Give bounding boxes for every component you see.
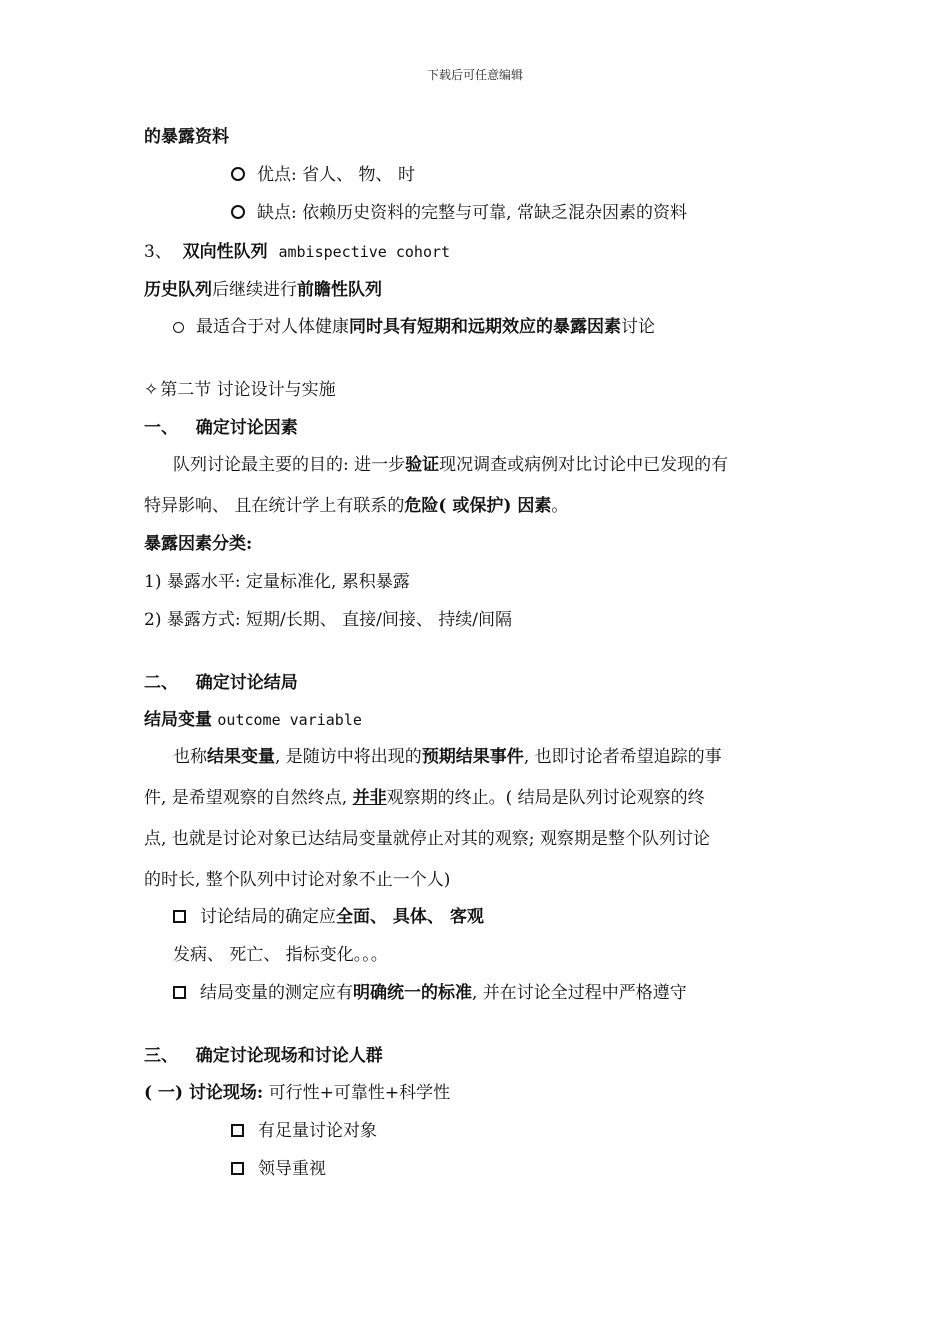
circle-bullet-icon (173, 322, 184, 333)
exposure-classification: 暴露因素分类: (144, 534, 253, 554)
outcome-examples: 发病、 死亡、 指标变化。。。 (173, 945, 388, 965)
heading-ambispective: 3、 双向性队列 ambispective cohort (144, 242, 451, 262)
para-outcome-3: 点, 也就是讨论对象已达结局变量就停止对其的观察; 观察期是整个队列讨论 (144, 829, 710, 849)
diamond-bullet-icon: ✧ (144, 380, 159, 400)
subheading-research-site: ( 一) 讨论现场: 可行性+可靠性+科学性 (144, 1083, 451, 1103)
para-purpose-1: 队列讨论最主要的目的: 进一步验证现况调查或病例对比讨论中已发现的有 (173, 455, 729, 475)
line-exposure-data: 的暴露资料 (144, 127, 229, 147)
heading-three: 三、 确定讨论现场和讨论人群 (144, 1046, 383, 1066)
circle-bullet-icon (231, 167, 245, 181)
square-bullet-icon (231, 1162, 244, 1175)
line-historical-cohort: 历史队列后继续进行前瞻性队列 (144, 280, 382, 300)
bullet-outcome-measurement: 结局变量的测定应有明确统一的标准, 并在讨论全过程中严格遵守 (173, 981, 687, 1005)
bullet-best-suited: 最适合于对人体健康同时具有短期和远期效应的暴露因素讨论 (173, 315, 655, 339)
para-outcome-2: 件, 是希望观察的自然终点, 并非观察期的终止。( 结局是队列讨论观察的终 (144, 788, 705, 808)
outcome-variable: 结局变量 outcome variable (144, 710, 362, 730)
bullet-disadvantage: 缺点: 依赖历史资料的完整与可靠, 常缺乏混杂因素的资料 (231, 201, 687, 225)
classification-item-2: 2) 暴露方式: 短期/长期、 直接/间接、 持续/间隔 (144, 610, 512, 630)
para-outcome-4: 的时长, 整个队列中讨论对象不止一个人) (144, 870, 451, 890)
para-outcome-1: 也称结果变量, 是随访中将出现的预期结果事件, 也即讨论者希望追踪的事 (173, 747, 722, 767)
bullet-enough-subjects: 有足量讨论对象 (231, 1119, 377, 1143)
page-header: 下载后可任意编辑 (426, 68, 523, 82)
circle-bullet-icon (231, 205, 245, 219)
bullet-advantage: 优点: 省人、 物、 时 (231, 163, 415, 187)
heading-one: 一、 确定讨论因素 (144, 418, 298, 438)
para-purpose-2: 特异影响、 且在统计学上有联系的危险( 或保护) 因素。 (144, 496, 569, 516)
bullet-leadership: 领导重视 (231, 1157, 326, 1181)
square-bullet-icon (173, 986, 186, 999)
classification-item-1: 1) 暴露水平: 定量标准化, 累积暴露 (144, 572, 410, 592)
bullet-outcome-determination: 讨论结局的确定应全面、 具体、 客观 (173, 905, 484, 929)
square-bullet-icon (173, 910, 186, 923)
section-title: ✧ 第二节 讨论设计与实施 (144, 380, 336, 400)
square-bullet-icon (231, 1124, 244, 1137)
heading-two: 二、 确定讨论结局 (144, 673, 298, 693)
